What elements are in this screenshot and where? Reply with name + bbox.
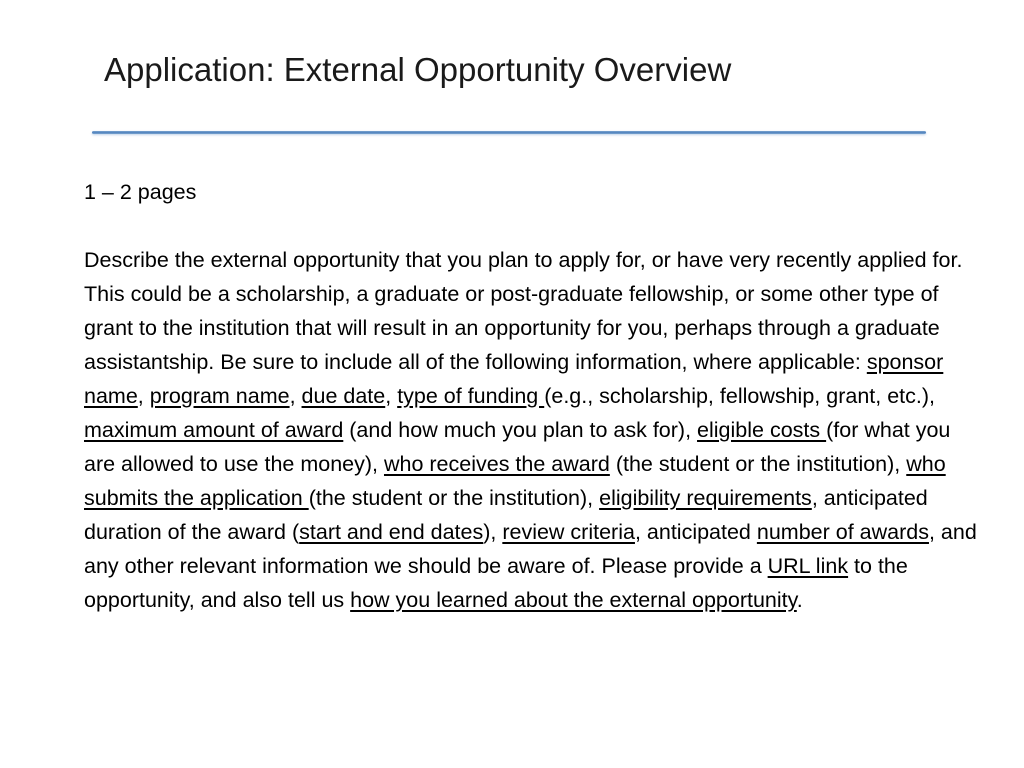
instruction-text: (and how much you plan to ask for),: [343, 418, 698, 442]
keyword-type-of-funding: type of funding: [397, 384, 545, 408]
instruction-text: (e.g., scholarship, fellowship, grant, etc.),: [544, 384, 935, 408]
instruction-text: ,: [137, 384, 150, 408]
keyword-maximum-amount-of-award: maximum amount of award: [84, 418, 344, 442]
instruction-text: .: [796, 588, 803, 612]
keyword-review-criteria: review criteria: [502, 520, 635, 544]
slide-title: Application: External Opportunity Overview: [104, 51, 732, 88]
instructions-paragraph: [84, 243, 984, 617]
instruction-text: , anticipated: [634, 520, 757, 544]
keyword-due-date: due date: [301, 384, 386, 408]
keyword-url-link: URL link: [767, 554, 849, 578]
keyword-program-name: program name: [149, 384, 290, 408]
instruction-text: , and any other relevant information we should be aware of. Please provide a: [84, 520, 977, 578]
keyword-how-you-learned: how you learned about the external opportunity: [350, 588, 797, 612]
instruction-text: (the student or the institution),: [308, 486, 600, 510]
page-length-note: 1 – 2 pages: [84, 180, 197, 204]
keyword-who-receives-the-award: who receives the award: [383, 452, 610, 476]
keyword-sponsor-name: sponsor name: [84, 350, 944, 408]
keyword-who-submits-the-application: who submits the application: [84, 452, 946, 510]
instruction-text: (for what you are allowed to use the money),: [84, 418, 951, 476]
keyword-number-of-awards: number of awards: [756, 520, 929, 544]
instruction-text: , anticipated duration of the award (: [84, 486, 928, 544]
slide-body: [84, 175, 984, 617]
title-divider: [92, 131, 926, 134]
instruction-text: to the opportunity, and also tell us: [84, 554, 908, 612]
keyword-start-and-end-dates: start and end dates: [299, 520, 484, 544]
instruction-text: ,: [289, 384, 302, 408]
keyword-eligibility-requirements: eligibility requirements: [599, 486, 812, 510]
instruction-text: (the student or the institution),: [609, 452, 907, 476]
instruction-text: ),: [483, 520, 503, 544]
instruction-text: Describe the external opportunity that you plan to apply for, or have very recently applied for. This could be a scholarship, a graduate or post-graduate fellowship, or some other type of grant to the institution that will result in an opportunity for you, perhaps through a graduate assistantship. Be sure to include all of the following information, where applicable:: [84, 248, 963, 374]
keyword-eligible-costs: eligible costs: [697, 418, 827, 442]
instruction-text: ,: [385, 384, 398, 408]
